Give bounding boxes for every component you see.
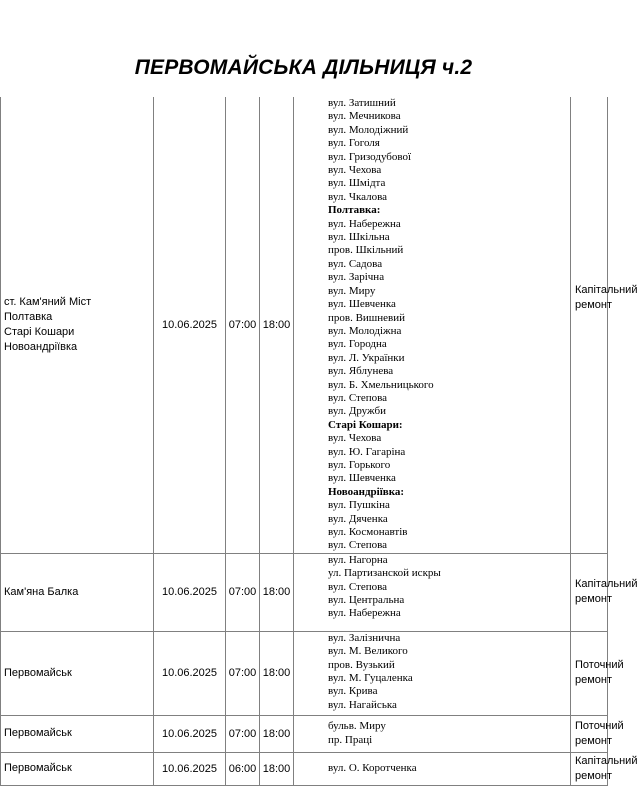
street-item: вул. М. Великого [328, 645, 408, 658]
street-item: вул. Б. Хмельницького [328, 378, 434, 391]
street-item: вул. Степова [328, 580, 388, 593]
street-item: вул. Зарічна [328, 271, 385, 284]
street-item: пров. Вузький [328, 658, 395, 671]
street-item: вул. Крива [328, 685, 378, 698]
end-time-cell: 18:00 [260, 631, 294, 715]
settlement-subheading: Новоандріївка: [328, 485, 405, 498]
work-type-cell [571, 553, 637, 631]
street-item: вул. Ю. Гагаріна [328, 445, 406, 458]
street-item: вул. Степова [328, 539, 388, 552]
table-row [1, 97, 608, 553]
work-type-cell [571, 752, 637, 785]
streets-cell [294, 752, 571, 785]
settlement-name: Первомайськ [4, 762, 72, 775]
date-cell: 10.06.2025 [154, 715, 226, 752]
settlement-cell [1, 715, 154, 752]
street-item: бульв. Миру [328, 720, 386, 733]
streets-cell [294, 631, 571, 715]
settlement-name: ст. Кам'яний Міст [4, 295, 92, 308]
street-item: вул. Молодіжний [328, 123, 409, 136]
start-time-cell: 07:00 [226, 631, 260, 715]
street-item: вул. Дяченка [328, 512, 388, 525]
street-item: вул. Затишний [328, 97, 396, 109]
street-item: вул. Садова [328, 257, 383, 270]
street-item: вул. Молодіжна [328, 324, 402, 337]
end-time-cell: 18:00 [260, 97, 294, 553]
street-item: вул. Залізнична [328, 631, 401, 644]
street-item: вул. Степова [328, 391, 388, 404]
street-item: вул. Нагайська [328, 698, 397, 711]
work-type-cell [571, 97, 637, 553]
work-type-text: Капітальний [575, 578, 637, 591]
end-time-cell: 18:00 [260, 553, 294, 631]
work-type-text: ремонт [575, 734, 613, 747]
street-item: вул. Шкільна [328, 231, 390, 244]
outage-schedule-table [0, 97, 637, 786]
street-item: вул. Нагорна [328, 553, 388, 566]
street-item: вул. Яблунева [328, 365, 394, 378]
settlement-subheading: Полтавка: [328, 204, 381, 217]
start-time-cell: 07:00 [226, 553, 260, 631]
page-title: ПЕРВОМАЙСЬКА ДІЛЬНИЦЯ ч.2 [134, 56, 473, 79]
work-type-text: Капітальний [575, 284, 637, 296]
street-item: вул. Мечникова [328, 110, 401, 123]
settlement-name: Старі Кошари [4, 325, 75, 338]
street-item: вул. Шевченка [328, 298, 396, 311]
work-type-text: ремонт [575, 674, 613, 687]
settlement-cell [1, 752, 154, 785]
work-type-text: ремонт [575, 769, 613, 782]
date-cell: 10.06.2025 [154, 553, 226, 631]
settlement-cell [1, 97, 154, 553]
street-item: вул. Чехова [328, 432, 382, 445]
settlement-name: Новоандріївка [4, 340, 78, 353]
street-item: вул. Дружби [328, 405, 386, 418]
street-item: вул. Чкалова [328, 190, 388, 203]
settlement-name: Полтавка [4, 310, 53, 323]
work-type-cell [571, 631, 624, 715]
table-body [1, 97, 637, 785]
table-row [1, 631, 608, 715]
street-item: вул. Шмідта [328, 177, 386, 190]
street-item: вул. Пушкіна [328, 499, 390, 512]
settlement-cell [1, 631, 154, 715]
street-item: вул. Л. Українки [328, 351, 405, 364]
street-item: вул. Чехова [328, 164, 382, 177]
settlement-name: Первомайськ [4, 666, 72, 679]
table-row [1, 553, 608, 631]
table-row [1, 715, 608, 752]
street-item: вул. М. Гуцаленка [328, 672, 413, 685]
street-item: вул. Миру [328, 284, 376, 297]
table-row [1, 752, 608, 785]
work-type-text: ремонт [575, 299, 613, 311]
work-type-text: Поточний [575, 719, 624, 732]
streets-cell [294, 553, 571, 631]
start-time-cell: 07:00 [226, 97, 260, 553]
work-type-cell [571, 715, 624, 752]
street-item: вул. Набережна [328, 607, 401, 620]
street-item: вул. Космонавтів [328, 526, 408, 538]
streets-cell [294, 715, 571, 752]
street-item: вул. Набережна [328, 217, 401, 230]
street-item: вул. Гоголя [328, 137, 380, 150]
work-type-text: ремонт [575, 593, 613, 606]
settlement-name: Кам'яна Балка [4, 585, 79, 598]
settlement-name: Первомайськ [4, 727, 72, 740]
work-type-text: Поточний [575, 659, 624, 672]
work-type-text: Капітальний [575, 754, 637, 767]
street-item: ул. Партизанской искры [328, 567, 441, 580]
settlement-subheading: Старі Кошари: [328, 418, 403, 431]
end-time-cell: 18:00 [260, 715, 294, 752]
street-item: пр. Праці [328, 733, 373, 746]
street-item: вул. Центральна [328, 594, 405, 607]
date-cell: 10.06.2025 [154, 752, 226, 785]
start-time-cell: 07:00 [226, 715, 260, 752]
street-item: вул. Гризодубової [328, 150, 412, 163]
street-item: вул. Городна [328, 338, 387, 351]
date-cell: 10.06.2025 [154, 631, 226, 715]
date-cell: 10.06.2025 [154, 97, 226, 553]
settlement-cell [1, 553, 154, 631]
streets-cell [294, 97, 571, 553]
start-time-cell: 06:00 [226, 752, 260, 785]
end-time-cell: 18:00 [260, 752, 294, 785]
street-item: вул. Горького [328, 458, 391, 471]
street-item: пров. Вишневий [328, 311, 406, 324]
street-item: вул. О. Коротченка [328, 762, 417, 775]
street-item: пров. Шкільний [328, 244, 404, 257]
street-item: вул. Шевченка [328, 472, 396, 485]
